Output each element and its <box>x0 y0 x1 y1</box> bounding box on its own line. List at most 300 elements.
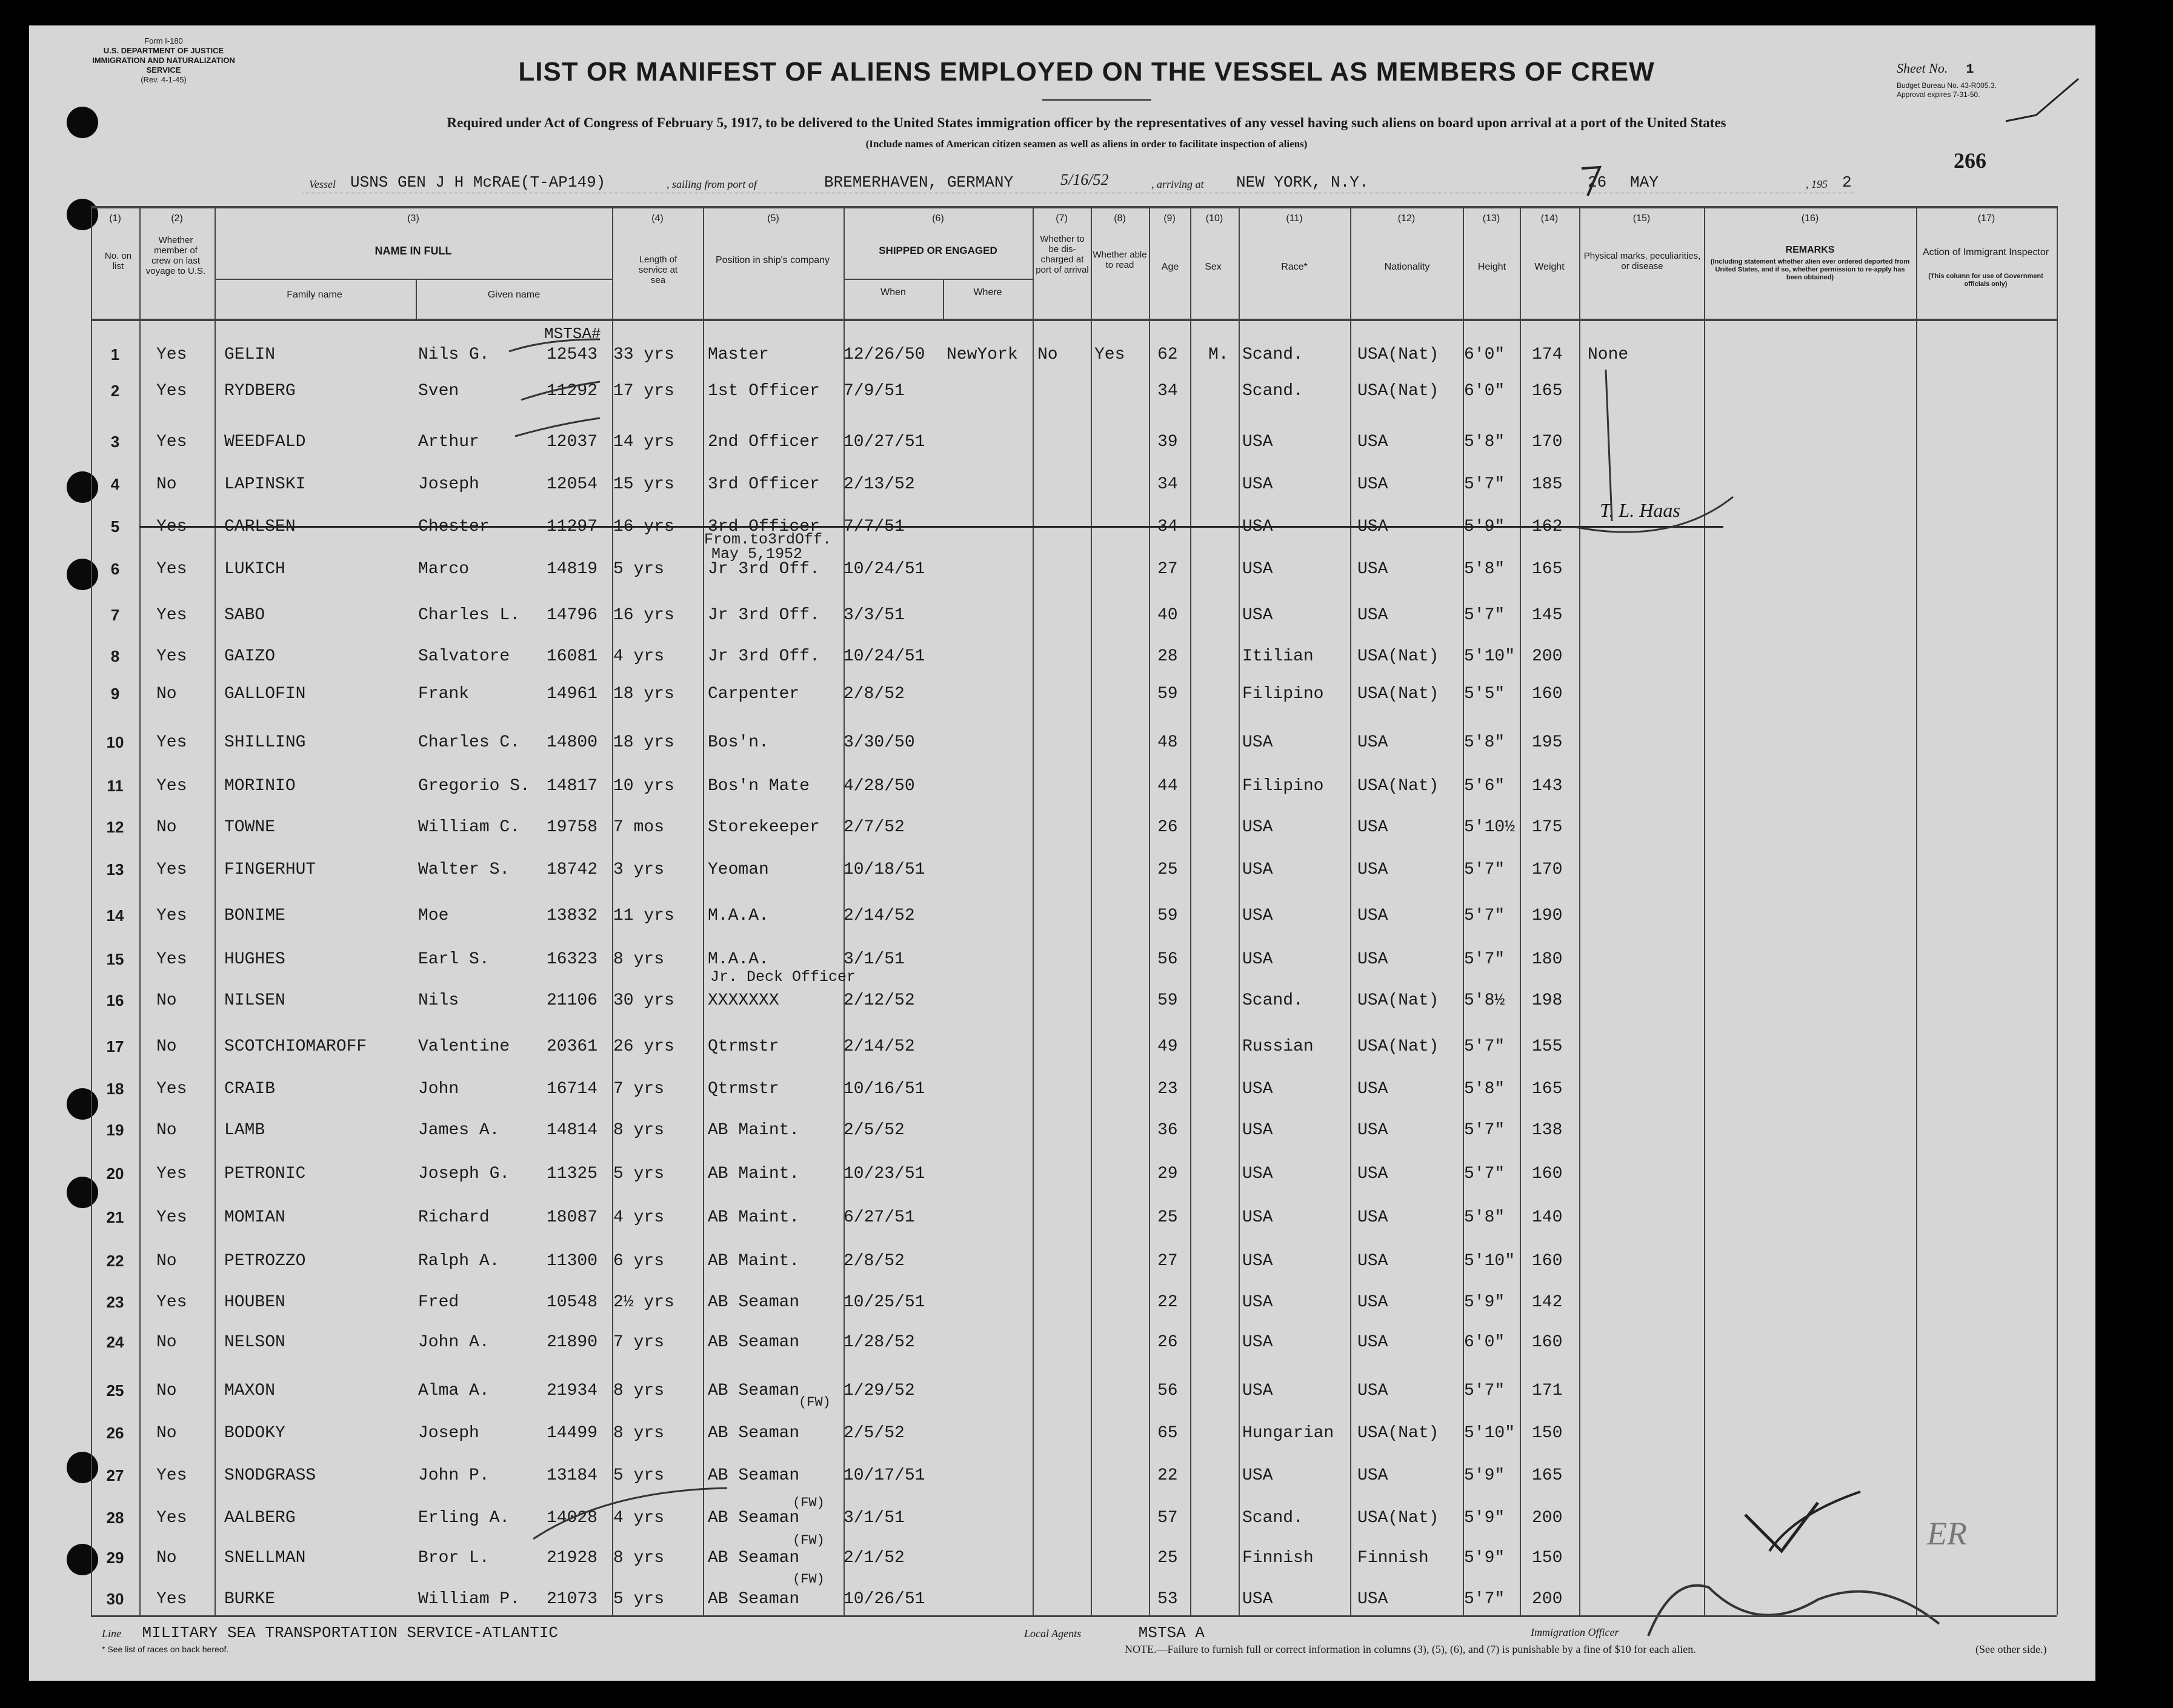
last-voyage-value: Yes <box>156 777 187 796</box>
certificate-number: 21928 <box>547 1549 598 1567</box>
footer-agents-value: MSTSA A <box>1138 1624 1205 1642</box>
form-revision: (Rev. 4-1-45) <box>141 75 187 84</box>
shipped-when: 2/5/52 <box>844 1424 905 1443</box>
last-voyage-value: No <box>156 1037 177 1056</box>
footer-note: NOTE.—Failure to furnish full or correct information in columns (3), (5), (6), and (7) is punishable by a fine of $10 for each alien. <box>1125 1643 1696 1655</box>
shipped-when: 10/18/51 <box>844 860 925 879</box>
race: USA <box>1242 818 1273 837</box>
header-family-name: Family name <box>287 290 342 300</box>
age: 22 <box>1157 1293 1178 1312</box>
column-number: (12) <box>1397 213 1416 224</box>
height: 5'8" <box>1464 1080 1505 1098</box>
race: USA <box>1242 1590 1273 1609</box>
certificate-number: 14796 <box>547 606 598 625</box>
given-name: Joseph G. <box>418 1165 510 1183</box>
length-of-service: 4 yrs <box>613 647 665 666</box>
position: Yeoman <box>708 860 769 879</box>
header-nationality: Nationality <box>1384 262 1430 272</box>
nilsen-position-correction: Jr. Deck Officer <box>710 968 856 986</box>
header-when: When <box>880 287 906 297</box>
sex: M. <box>1208 345 1229 364</box>
header-member-last-voyage: Whether member of crew on last voyage to U.S. <box>145 235 206 276</box>
race: Filipino <box>1242 777 1324 796</box>
race: USA <box>1242 1208 1273 1227</box>
family-name: WEEDFALD <box>224 433 306 451</box>
shipped-when: 2/7/52 <box>844 818 905 837</box>
height: 5'7" <box>1464 606 1505 625</box>
age: 27 <box>1157 560 1178 579</box>
certificate-number: 12054 <box>547 475 598 494</box>
certificate-number: 14800 <box>547 733 598 752</box>
position: AB Seaman <box>708 1549 800 1567</box>
nationality: USA <box>1357 1381 1388 1400</box>
family-name: BODOKY <box>224 1424 285 1443</box>
length-of-service: 16 yrs <box>613 606 674 625</box>
footer-line-label: Line <box>102 1627 122 1640</box>
length-of-service: 7 yrs <box>613 1080 665 1098</box>
family-name: SABO <box>224 606 265 625</box>
given-name: Valentine <box>418 1037 510 1056</box>
height: 5'8" <box>1464 433 1505 451</box>
age: 62 <box>1157 345 1178 364</box>
shipped-when: 3/1/51 <box>844 950 905 969</box>
family-name: SHILLING <box>224 733 306 752</box>
length-of-service: 8 yrs <box>613 950 665 969</box>
height: 5'7" <box>1464 860 1505 879</box>
nationality: USA <box>1357 433 1388 451</box>
weight: 171 <box>1532 1381 1563 1400</box>
position: Jr 3rd Off. <box>708 647 820 666</box>
height: 5'7" <box>1464 1381 1505 1400</box>
race: USA <box>1242 860 1273 879</box>
row-number: 27 <box>106 1466 124 1484</box>
last-voyage-value: Yes <box>156 606 187 625</box>
header-action: Action of Immigrant Inspector <box>1922 247 2049 258</box>
given-name: Salvatore <box>418 647 510 666</box>
given-name: Arthur <box>418 433 479 451</box>
certificate-number: 16714 <box>547 1080 598 1098</box>
height: 5'9" <box>1464 1293 1505 1312</box>
nationality: USA(Nat) <box>1357 1424 1439 1443</box>
age: 34 <box>1157 382 1178 400</box>
shipped-when: 10/26/51 <box>844 1590 925 1609</box>
length-of-service: 18 yrs <box>613 685 674 703</box>
weight: 150 <box>1532 1424 1563 1443</box>
position: AB Seaman <box>708 1381 800 1400</box>
header-weight: Weight <box>1534 262 1565 272</box>
certificate-number: 18742 <box>547 860 598 879</box>
column-number: (9) <box>1163 213 1176 224</box>
column-number: (8) <box>1114 213 1126 224</box>
length-of-service: 2½ yrs <box>613 1293 674 1312</box>
height: 5'9" <box>1464 517 1505 536</box>
last-voyage-value: Yes <box>156 906 187 925</box>
arrival-day: 26 <box>1588 173 1607 191</box>
last-voyage-value: No <box>156 1424 177 1443</box>
shipped-when: 2/14/52 <box>844 906 915 925</box>
row-number: 17 <box>106 1037 124 1055</box>
nationality: USA <box>1357 1466 1388 1485</box>
last-voyage-value: No <box>156 1549 177 1567</box>
race: USA <box>1242 1333 1273 1352</box>
footer-officer: Immigration Officer <box>1531 1626 1619 1638</box>
age: 34 <box>1157 517 1178 536</box>
shipped-when: 10/24/51 <box>844 647 925 666</box>
race: USA <box>1242 1121 1273 1140</box>
column-number: (2) <box>171 213 183 224</box>
shipped-when: 12/26/50 <box>844 345 925 364</box>
last-voyage-value: No <box>156 475 177 494</box>
age: 36 <box>1157 1121 1178 1140</box>
nationality: USA <box>1357 1252 1388 1271</box>
race: Itilian <box>1242 647 1314 666</box>
approval-expiry: Approval expires 7-31-50. <box>1897 90 1980 99</box>
height: 5'9" <box>1464 1549 1505 1567</box>
family-name: HUGHES <box>224 950 285 969</box>
race: USA <box>1242 733 1273 752</box>
last-voyage-value: Yes <box>156 1590 187 1609</box>
nationality: USA <box>1357 1293 1388 1312</box>
position: Storekeeper <box>708 818 820 837</box>
height: 5'7" <box>1464 1121 1505 1140</box>
certificate-number: 11300 <box>547 1252 598 1271</box>
age: 59 <box>1157 906 1178 925</box>
given-name: Alma A. <box>418 1381 490 1400</box>
subtitle-note: (Include names of American citizen seamen as well as aliens in order to facilitate inspection of aliens) <box>865 138 1308 150</box>
height: 6'0" <box>1464 345 1505 364</box>
nationality: USA <box>1357 950 1388 969</box>
shipped-when: 7/7/51 <box>844 517 905 536</box>
family-name: CRAIB <box>224 1080 276 1098</box>
position: AB Maint. <box>708 1165 800 1183</box>
certificate-number: 12543 <box>547 345 598 364</box>
sheet-number-value: 1 <box>1966 62 1974 77</box>
last-voyage-value: Yes <box>156 1165 187 1183</box>
row-number: 12 <box>106 818 124 836</box>
certificate-number: 21890 <box>547 1333 598 1352</box>
header-discharged: Whether to be dis-charged at port of arrival <box>1036 234 1089 275</box>
row-number: 7 <box>110 606 120 624</box>
given-name: Fred <box>418 1293 459 1312</box>
shipped-when: 2/5/52 <box>844 1121 905 1140</box>
header-name-in-full: NAME IN FULL <box>374 245 452 257</box>
family-name: NILSEN <box>224 991 285 1010</box>
age: 53 <box>1157 1590 1178 1609</box>
header-able-read: Whether able to read <box>1093 250 1147 270</box>
length-of-service: 17 yrs <box>613 382 674 400</box>
race: USA <box>1242 906 1273 925</box>
weight: 200 <box>1532 1509 1563 1527</box>
column-number: (17) <box>1977 213 1995 224</box>
position: AB Seaman <box>708 1333 800 1352</box>
race: USA <box>1242 1080 1273 1098</box>
certificate-number: 14028 <box>547 1509 598 1527</box>
last-voyage-value: Yes <box>156 517 187 536</box>
length-of-service: 8 yrs <box>613 1424 665 1443</box>
weight: 190 <box>1532 906 1563 925</box>
given-name: Charles C. <box>418 733 521 752</box>
shipped-when: 10/25/51 <box>844 1293 925 1312</box>
length-of-service: 15 yrs <box>613 475 674 494</box>
arrival-month: MAY <box>1630 173 1659 191</box>
row-number: 1 <box>110 345 120 364</box>
header-position: Position in ship's company <box>715 255 830 265</box>
position: 1st Officer <box>708 382 820 400</box>
shipped-when: 6/27/51 <box>844 1208 915 1227</box>
height: 5'7" <box>1464 906 1505 925</box>
height: 5'8½ <box>1464 991 1505 1010</box>
height: 5'8" <box>1464 1208 1505 1227</box>
shipped-when: 2/14/52 <box>844 1037 915 1056</box>
length-of-service: 3 yrs <box>613 860 665 879</box>
position: Jr 3rd Off. <box>708 560 820 579</box>
age: 65 <box>1157 1424 1178 1443</box>
column-number: (15) <box>1632 213 1651 224</box>
nationality: USA <box>1357 818 1388 837</box>
weight: 175 <box>1532 818 1563 837</box>
race: Scand. <box>1242 1509 1303 1527</box>
family-name: BURKE <box>224 1590 276 1609</box>
age: 25 <box>1157 1208 1178 1227</box>
header-remarks: REMARKS <box>1785 245 1835 255</box>
race: USA <box>1242 433 1273 451</box>
certificate-number: 12037 <box>547 433 598 451</box>
weight: 160 <box>1532 1333 1563 1352</box>
position: Qtrmstr <box>708 1037 779 1056</box>
header-where: Where <box>973 287 1002 297</box>
shipped-when: 10/27/51 <box>844 433 925 451</box>
handwritten-date: 5/16/52 <box>1060 171 1109 188</box>
header-race: Race* <box>1281 262 1308 272</box>
row-number: 13 <box>106 860 124 879</box>
age: 34 <box>1157 475 1178 494</box>
header-action-note: (This column for use of Government officials only) <box>1928 273 2043 288</box>
race: Scand. <box>1242 991 1303 1010</box>
last-voyage-value: Yes <box>156 647 187 666</box>
certificate-number: 14819 <box>547 560 598 579</box>
position: Jr 3rd Off. <box>708 606 820 625</box>
given-name: William C. <box>418 818 521 837</box>
weight: 195 <box>1532 733 1563 752</box>
year-suffix: 2 <box>1842 173 1852 191</box>
age: 29 <box>1157 1165 1178 1183</box>
family-name: RYDBERG <box>224 382 296 400</box>
given-name: John A. <box>418 1333 490 1352</box>
weight: 145 <box>1532 606 1563 625</box>
column-number: (5) <box>767 213 779 224</box>
header-height: Height <box>1477 262 1506 272</box>
position: Carpenter <box>708 685 800 703</box>
certificate-number: 14499 <box>547 1424 598 1443</box>
shipped-when: 1/29/52 <box>844 1381 915 1400</box>
given-name: Earl S. <box>418 950 490 969</box>
last-voyage-value: Yes <box>156 1466 187 1485</box>
given-name: Sven <box>418 382 459 400</box>
mstsa-header: MSTSA# <box>544 325 601 343</box>
length-of-service: 6 yrs <box>613 1252 665 1271</box>
physical-marks: None <box>1588 345 1629 364</box>
vessel-label: Vessel <box>309 178 336 190</box>
last-voyage-value: No <box>156 685 177 703</box>
length-of-service: 8 yrs <box>613 1549 665 1567</box>
able-to-read-value: Yes <box>1094 345 1125 364</box>
age: 23 <box>1157 1080 1178 1098</box>
row-number: 4 <box>110 475 120 493</box>
column-number: (10) <box>1205 213 1223 224</box>
length-of-service: 7 yrs <box>613 1333 665 1352</box>
race: USA <box>1242 950 1273 969</box>
race: Scand. <box>1242 345 1303 364</box>
given-name: Nils G. <box>418 345 490 364</box>
vessel-name: USNS GEN J H McRAE(T-AP149) <box>350 173 606 191</box>
height: 5'8" <box>1464 733 1505 752</box>
family-name: GELIN <box>224 345 276 364</box>
length-of-service: 18 yrs <box>613 733 674 752</box>
weight: 165 <box>1532 560 1563 579</box>
family-name: BONIME <box>224 906 285 925</box>
height: 6'0" <box>1464 1333 1505 1352</box>
family-name: PETROZZO <box>224 1252 306 1271</box>
row-number: 2 <box>110 382 120 400</box>
given-name: John P. <box>418 1466 490 1485</box>
shipped-when: 10/23/51 <box>844 1165 925 1183</box>
sailing-label: , sailing from port of <box>667 178 757 190</box>
header-age: Age <box>1161 262 1179 272</box>
row-number: 5 <box>110 517 120 536</box>
last-voyage-value: No <box>156 1333 177 1352</box>
shipped-where: NewYork <box>947 345 1018 364</box>
service-name: IMMIGRATION AND NATURALIZATION SERVICE <box>92 56 235 75</box>
certificate-number: 11292 <box>547 382 598 400</box>
nationality: USA(Nat) <box>1357 345 1439 364</box>
header-shipped-engaged: SHIPPED OR ENGAGED <box>879 245 997 256</box>
given-name: James A. <box>418 1121 500 1140</box>
weight: 160 <box>1532 685 1563 703</box>
nationality: USA <box>1357 1208 1388 1227</box>
given-name: Erling A. <box>418 1509 510 1527</box>
position: Qtrmstr <box>708 1080 779 1098</box>
given-name: Chester <box>418 517 490 536</box>
position: AB Maint. <box>708 1121 800 1140</box>
last-voyage-value: No <box>156 1252 177 1271</box>
given-name: Bror L. <box>418 1549 490 1567</box>
footer-races-note: * See list of races on back hereof. <box>102 1644 229 1654</box>
shipped-when: 3/3/51 <box>844 606 905 625</box>
length-of-service: 16 yrs <box>613 517 674 536</box>
given-name: William P. <box>418 1590 521 1609</box>
family-name: GALLOFIN <box>224 685 306 703</box>
certificate-number: 11325 <box>547 1165 598 1183</box>
position: 2nd Officer <box>708 433 820 451</box>
weight: 180 <box>1532 950 1563 969</box>
shipped-when: 2/8/52 <box>844 1252 905 1271</box>
family-name: PETRONIC <box>224 1165 306 1183</box>
subtitle: Required under Act of Congress of February 5, 1917, to be delivered to the United States immigration officer by the representatives of any vessel having such aliens on board upon arrival at a port of the United States <box>447 115 1726 130</box>
row-number: 16 <box>106 991 124 1009</box>
footer-line-value: MILITARY SEA TRANSPORTATION SERVICE-ATLANTIC <box>142 1624 559 1642</box>
race: Scand. <box>1242 382 1303 400</box>
footer-agents <box>1024 1624 1205 1642</box>
race: USA <box>1242 1252 1273 1271</box>
length-of-service: 5 yrs <box>613 1466 665 1485</box>
nationality: USA <box>1357 606 1388 625</box>
certificate-number: 16081 <box>547 647 598 666</box>
race: USA <box>1242 1466 1273 1485</box>
family-name: SNODGRASS <box>224 1466 316 1485</box>
nationality: USA <box>1357 475 1388 494</box>
row-number: 20 <box>106 1165 124 1183</box>
race: USA <box>1242 560 1273 579</box>
sheet-number-label: Sheet No. <box>1897 61 1948 76</box>
age: 59 <box>1157 991 1178 1010</box>
row-number: 10 <box>106 733 124 751</box>
length-of-service: 33 yrs <box>613 345 674 364</box>
weight: 170 <box>1532 433 1563 451</box>
column-number: (7) <box>1056 213 1068 224</box>
length-of-service: 10 yrs <box>613 777 674 796</box>
height: 5'7" <box>1464 1590 1505 1609</box>
height: 5'7" <box>1464 1165 1505 1183</box>
column-number: (1) <box>109 213 121 224</box>
weight: 140 <box>1532 1208 1563 1227</box>
position: AB Maint. <box>708 1252 800 1271</box>
shipped-when: 10/17/51 <box>844 1466 925 1485</box>
row-number: 19 <box>106 1121 124 1139</box>
length-of-service: 11 yrs <box>613 906 674 925</box>
row-number: 8 <box>110 647 120 665</box>
column-number: (3) <box>407 213 419 224</box>
certificate-number: 10548 <box>547 1293 598 1312</box>
family-name: MAXON <box>224 1381 276 1400</box>
weight: 155 <box>1532 1037 1563 1056</box>
form-number: Form I-180 <box>144 36 183 45</box>
row-number: 26 <box>106 1424 124 1442</box>
weight: 160 <box>1532 1165 1563 1183</box>
last-voyage-value: Yes <box>156 560 187 579</box>
age: 22 <box>1157 1466 1178 1485</box>
certificate-number: 14961 <box>547 685 598 703</box>
corner-initials: ER <box>1927 1515 1967 1552</box>
race: USA <box>1242 1165 1273 1183</box>
last-voyage-value: No <box>156 818 177 837</box>
departure-port: BREMERHAVEN, GERMANY <box>824 173 1014 191</box>
height: 5'7" <box>1464 475 1505 494</box>
shipped-when: 3/30/50 <box>844 733 915 752</box>
weight: 185 <box>1532 475 1563 494</box>
height: 5'10" <box>1464 647 1516 666</box>
height: 5'9" <box>1464 1466 1505 1485</box>
height: 5'6" <box>1464 777 1505 796</box>
nationality: USA(Nat) <box>1357 382 1439 400</box>
nationality: USA <box>1357 1080 1388 1098</box>
race: Russian <box>1242 1037 1314 1056</box>
discharged-value: No <box>1037 345 1058 364</box>
footer-agents-label: Local Agents <box>1024 1627 1082 1640</box>
height: 5'10" <box>1464 1424 1516 1443</box>
given-name: Marco <box>418 560 470 579</box>
family-name: TOWNE <box>224 818 276 837</box>
position: Master <box>708 345 769 364</box>
given-name: Richard <box>418 1208 490 1227</box>
row-number: 15 <box>106 950 124 968</box>
shipped-when: 10/16/51 <box>844 1080 925 1098</box>
shipped-when: 4/28/50 <box>844 777 915 796</box>
position: AB Seaman <box>708 1509 800 1527</box>
position: Bos'n Mate <box>708 777 810 796</box>
family-name: LAMB <box>224 1121 265 1140</box>
given-name: Frank <box>418 685 470 703</box>
weight: 143 <box>1532 777 1563 796</box>
